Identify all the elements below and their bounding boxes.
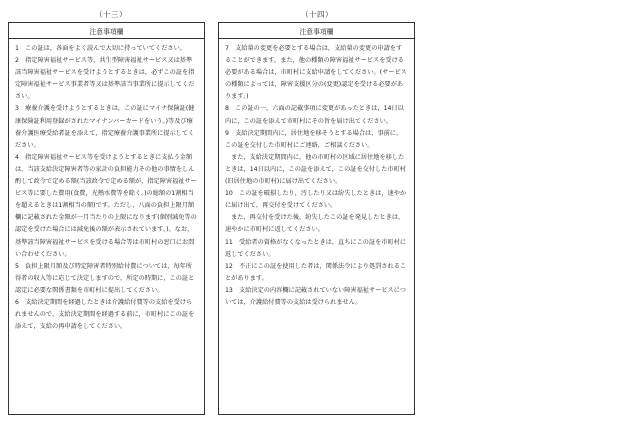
page-label-13: （十三） [95,10,127,19]
note-item-8: 8 この証の一，六面の記載事項に変更があったときは，14日以内に，この証を添えて市町村にその旨を届け出てください。 [225,105,404,125]
notes-panel-right [218,22,415,415]
note-item-10-continued: また，再交付を受けた後，紛失したこの証を発見したときは，速やかに市町村に返してください。 [225,214,405,234]
note-item-4: 4 指定障害福祉サービス等を受けようとするときに支払う金額は，当該支給決定障害者等の家計の負担能力その他の事情をしん酌して政令で定める額(当該政令で定める額が，指定障害福祉サービス等に要した費用(食費，光熱水費等を除く。)の総額の1割相当を超えるときは1割相当の額)です。ただし，八面の負担上限月額欄に記載された金額が一月当たりの上限になります(個別減免等の認定を受けた場合には減免後の額が表示されています。)。なお，基準該当障害福祉サービスを受ける場合等は市町村の窓口にお問い合わせください。 [15,153,197,258]
note-item-5: 5 負担上限月額及び特定障害者特別給付費については，毎年所得者の収入等に応じて決定しますので，所定の時期に，この証と認定に必要な関係書類を市町村に提出してください。 [15,262,195,294]
note-item-2: 2 指定障害福祉サービス等，共生型障害福祉サービス又は基準該当障害福祉サービスを受けようとするときは，必ずこの証を指定障害福祉サービス事業者等又は基準該当事業所に提示してください。 [15,57,195,101]
note-item-13: 13 支給決定の内容欄に記載されていない障害福祉サービスについては，介護給付費等の支給は受けられません。 [225,286,406,306]
panel-body [9,39,204,333]
panel-header: 注意事項欄 [9,23,204,39]
note-item-9: 9 支給決定期間内に，居住地を移そうとする場合は，事前に，この証を交付した市町村にご連絡，ご相談ください。 [225,129,403,149]
panel-body [219,39,414,309]
note-item-7: 7 支給量の変更を必要とする場合は，支給量の変更の申請をすることができます。また，他の種類の障害福祉サービスを受ける必要がある場合は，市町村に支給申請をしてください。(サービスの種類によっては，障害支援区分の(変更)認定を受ける必要があります。) [225,45,407,101]
note-item-10: 10 この証を破損したり，汚したり又は紛失したときは，速やかに届け出て，再交付を受けてください。 [225,190,407,210]
note-item-1: 1 この証は，各面をよく読んで大切に持っていてください。 [15,45,186,52]
note-item-3: 3 療養介護を受けようとするときは，この証にマイナ保険証(健康保険証利用登録がされたマイナンバーカードをいう。)等及び療養介護医療受給者証を添えて，指定療養介護事業所に提示してください。 [15,105,195,149]
note-item-11: 11 受給者の資格がなくなったときは，直ちにこの証を市町村に返してください。 [225,238,407,258]
note-item-6: 6 支給決定期間を経過したときは介護給付費等の支給を受けられませんので，支給決定期間を経過する前に，市町村にこの証を添えて，支給の再申請をしてください。 [15,298,195,331]
page-label-14: （十四） [301,10,333,19]
note-item-12: 12 不正にこの証を使用した者は，関係法令により処罰されることがあります。 [225,262,407,282]
notes-panel-left [8,22,205,415]
panel-header: 注意事項欄 [219,23,414,39]
note-item-9-continued: また，支給決定期間内に，他の市町村の区域に居住地を移したときは，14日以内に，この証を添えて，この証を交付した市町村(旧居住地の市町村)に届け出てください。 [225,153,406,186]
